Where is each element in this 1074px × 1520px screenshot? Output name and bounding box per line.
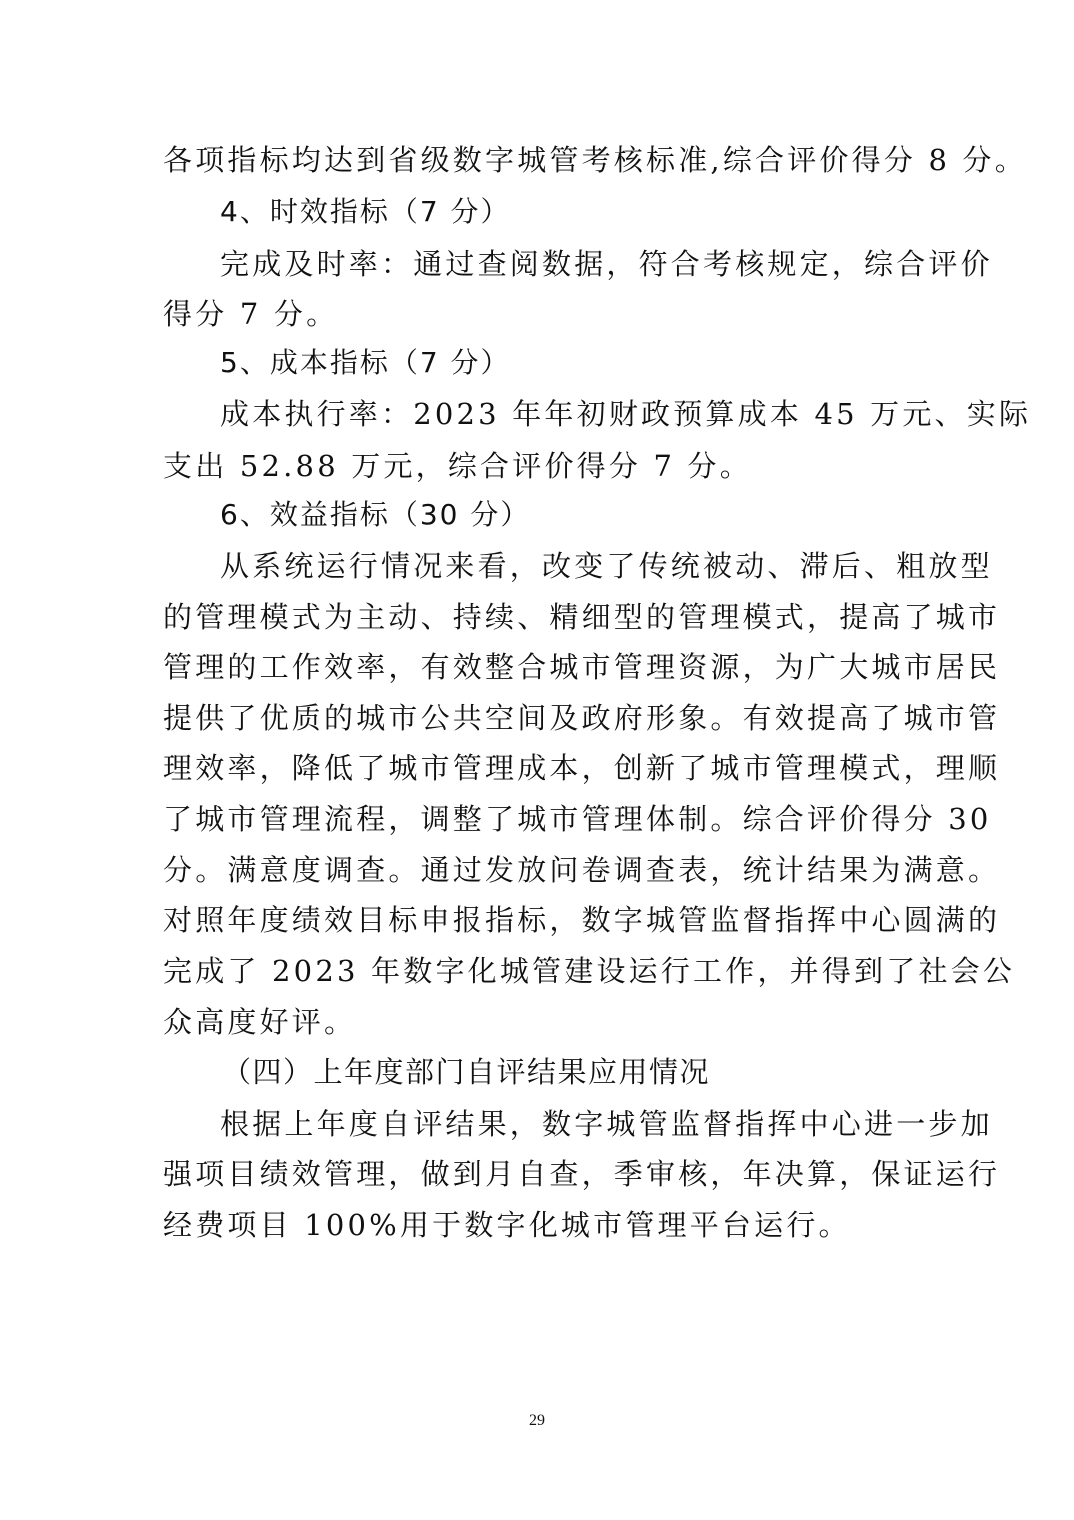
text-line-10: 的管理模式为主动、持续、精细型的管理模式，提高了城市 (163, 600, 1001, 634)
subheading-benefit: 6、效益指标（30 分） (220, 498, 531, 531)
subheading-timeliness: 4、时效指标（7 分） (220, 195, 511, 228)
section-heading: （四）上年度部门自评结果应用情况 (222, 1055, 711, 1089)
text-line-16: 对照年度绩效目标申报指标，数字城管监督指挥中心圆满的 (163, 903, 1001, 937)
text-line-21: 强项目绩效管理，做到月自查，季审核，年决算，保证运行 (163, 1157, 1001, 1191)
text-line-13: 理效率，降低了城市管理成本，创新了城市管理模式，理顺 (163, 751, 1001, 785)
text-line-1: 各项指标均达到省级数字城管考核标准,综合评价得分 8 分。 (163, 143, 1027, 177)
text-line-17: 完成了 2023 年数字化城管建设运行工作，并得到了社会公 (163, 954, 1016, 988)
text-line-22: 经费项目 100%用于数字化城市管理平台运行。 (163, 1208, 851, 1242)
text-line-20: 根据上年度自评结果，数字城管监督指挥中心进一步加 (220, 1107, 993, 1141)
text-line-15: 分。满意度调查。通过发放问卷调查表，统计结果为满意。 (163, 853, 1001, 887)
text-line-4: 得分 7 分。 (163, 297, 339, 331)
text-line-11: 管理的工作效率，有效整合城市管理资源，为广大城市居民 (163, 650, 1001, 684)
text-line-12: 提供了优质的城市公共空间及政府形象。有效提高了城市管 (163, 701, 1001, 735)
text-line-7: 支出 52.88 万元，综合评价得分 7 分。 (163, 449, 752, 483)
subheading-cost: 5、成本指标（7 分） (220, 346, 511, 379)
page-number: 29 (529, 1412, 545, 1429)
text-line-14: 了城市管理流程，调整了城市管理体制。综合评价得分 30 (163, 802, 992, 836)
text-line-18: 众高度好评。 (163, 1005, 357, 1039)
text-line-3: 完成及时率：通过查阅数据，符合考核规定，综合评价 (220, 247, 993, 281)
text-line-9: 从系统运行情况来看，改变了传统被动、滞后、粗放型 (220, 549, 993, 583)
text-line-6: 成本执行率：2023 年年初财政预算成本 45 万元、实际 (220, 397, 1032, 431)
